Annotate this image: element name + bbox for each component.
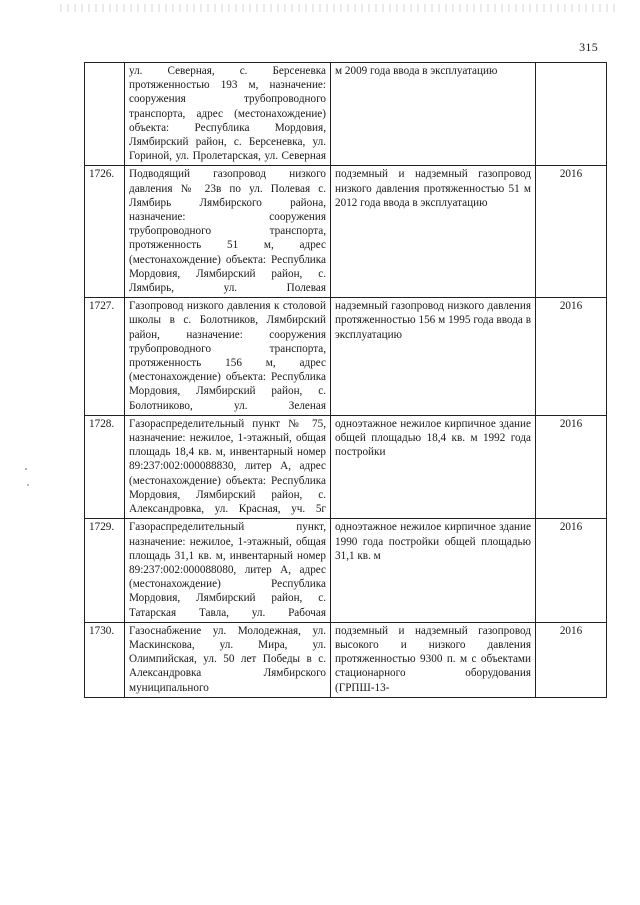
property-registry-table	[84, 62, 607, 698]
row-number	[85, 63, 125, 166]
row-number: 1729.	[85, 519, 125, 622]
object-description: Газораспределительный пункт, назначение: нежилое, 1-этажный, общая площадь 31,1 кв. м, инвентарный номер 89:237:002:000088080, литер А, адрес (местонахождение) Республика Мордовия, Лямбирский район, с. Татарская Тавла, ул. Рабочая	[125, 519, 331, 622]
transfer-year: 2016	[536, 415, 607, 518]
row-number: 1726.	[85, 166, 125, 298]
transfer-year: 2016	[536, 298, 607, 416]
object-characteristics: подземный и надземный газопровод высокого и низкого давления протяженностью 9300 п. м с объектами стационарного оборудования (ГРПШ-13-	[331, 622, 536, 697]
scan-speck	[27, 484, 29, 486]
object-characteristics: одноэтажное нежилое кирпичное здание общей площадью 18,4 кв. м 1992 года постройки	[331, 415, 536, 518]
object-description: ул. Северная, с. Берсеневка протяженностью 193 м, назначение: сооружения трубопроводного транспорта, адрес (местонахождение) объекта: Республика Мордовия, Лямбирский район, с. Берсеневка, ул. Гориной, ул. Пролетарская, ул. Северная	[125, 63, 331, 166]
object-description: Газораспределительный пункт № 75, назначение: нежилое, 1-этажный, общая площадь 18,4 кв. м, инвентарный номер 89:237:002:000088830, литер А, адрес (местонахождение) объекта: Республика Мордовия, Лямбирский район, с. Александровка, ул. Красная, уч. 5г	[125, 415, 331, 518]
row-number: 1727.	[85, 298, 125, 416]
scan-speck	[25, 468, 27, 470]
page-number: 315	[579, 40, 598, 54]
table-row	[85, 298, 607, 416]
transfer-year	[536, 63, 607, 166]
transfer-year: 2016	[536, 622, 607, 697]
table-row	[85, 622, 607, 697]
row-number: 1728.	[85, 415, 125, 518]
object-characteristics: надземный газопровод низкого давления протяженностью 156 м 1995 года ввода в эксплуатацию	[331, 298, 536, 416]
table-row	[85, 519, 607, 622]
object-description: Газопровод низкого давления к столовой школы в с. Болотников, Лямбирский район, назначение: сооружения трубопроводного транспорта, протяженность 156 м, адрес (местонахождение) объекта: Республика Мордовия, Лямбирский район, с. Болотниково, ул. Зеленая	[125, 298, 331, 416]
scan-artifact	[60, 4, 620, 12]
row-number: 1730.	[85, 622, 125, 697]
table-row	[85, 166, 607, 298]
object-description: Газоснабжение ул. Молодежная, ул. Маскинскова, ул. Мира, ул. Олимпийская, ул. 50 лет Победы в с. Александровка Лямбирского муниципального	[125, 622, 331, 697]
object-characteristics: одноэтажное нежилое кирпичное здание 1990 года постройки общей площадью 31,1 кв. м	[331, 519, 536, 622]
table-row	[85, 415, 607, 518]
object-characteristics: м 2009 года ввода в эксплуатацию	[331, 63, 536, 166]
transfer-year: 2016	[536, 519, 607, 622]
object-characteristics: подземный и надземный газопровод низкого давления протяженностью 51 м 2012 года ввода в эксплуатацию	[331, 166, 536, 298]
transfer-year: 2016	[536, 166, 607, 298]
object-description: Подводящий газопровод низкого давления № 23в по ул. Полевая с. Лямбирь Лямбирского района, назначение: сооружения трубопроводного транспорта, протяженность 51 м, адрес (местонахождение) объекта: Республика Мордовия, Лямбирский район, с. Лямбирь, ул. Полевая	[125, 166, 331, 298]
table-row	[85, 63, 607, 166]
